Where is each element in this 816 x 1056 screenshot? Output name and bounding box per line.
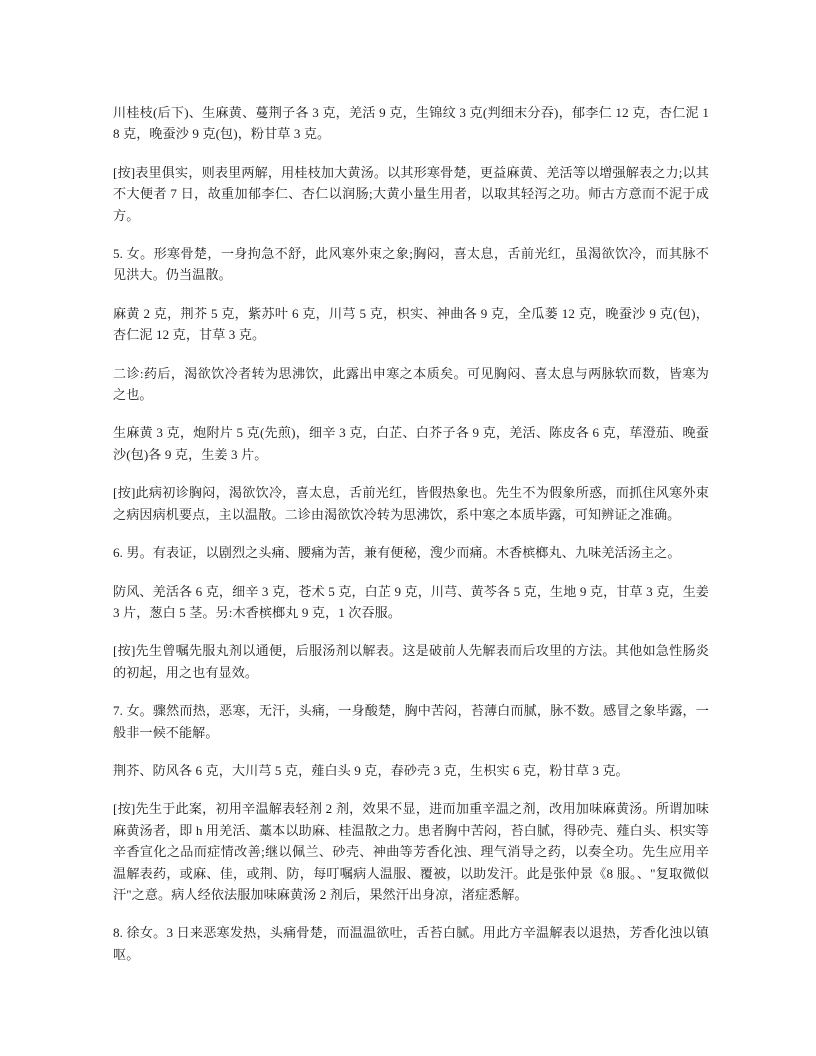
paragraph-case-7: 7. 女。骤然而热，恶寒，无汗，头痛，一身酸楚，胸中苦闷，苔薄白而腻，脉不数。感冒之象毕露，一般非一候不能解。 <box>113 703 709 740</box>
paragraph-case-5: 5. 女。形寒骨楚，一身拘急不舒，此风寒外束之象;胸闷，喜太息，舌前光红，虽渴欲饮冷，而其脉不见洪大。仍当温散。 <box>113 246 709 283</box>
paragraph-prescription-4: 川桂枝(后下)、生麻黄、蔓荆子各 3 克，羌活 9 克，生锦纹 3 克(判细末分吞)，郁李仁 12 克，杏仁泥 18 克，晚蚕沙 9 克(包)，粉甘草 3 克。 <box>113 105 709 142</box>
paragraph-follow-up-5: 二诊:药后，渴欲饮冷者转为思沸饮，此露出申寒之本质矣。可见胸闷、喜太息与两脉软而数，皆寒为之也。 <box>113 365 709 403</box>
paragraph-commentary-4: [按]表里俱实，则表里两解，用桂枝加大黄汤。以其形寒骨楚，更益麻黄、羌活等以增强解表之力;以其不大便者 7 日，故重加郁李仁、杏仁以润肠;大黄小量生用者，以取其轻泻之功。师古方意而不泥于成方。 <box>113 164 709 223</box>
paragraph-case-6: 6. 男。有表证，以剧烈之头痛、腰痛为苦，兼有便秘，溲少而痛。木香槟榔丸、九味羌活汤主之。 <box>113 545 681 561</box>
paragraph-prescription-6: 防风、羌活各 6 克，细辛 3 克，苍术 5 克，白芷 9 克，川芎、黄芩各 5 克，生地 9 克，甘草 3 克，生姜 3 片，葱白 5 茎。另:木香槟榔丸 9 克，1 次吞服。 <box>113 583 709 620</box>
paragraph-commentary-7: [按]先生于此案，初用辛温解表轻剂 2 剂，效果不显，进而加重辛温之剂，改用加味麻黄汤。所谓加味麻黄汤者，即 h 用羌活、藁本以助麻、桂温散之力。患者胸中苦闷，苔白腻，得砂壳、薤白头、枳实等辛香宣化之品而症情改善;继以佩兰、砂壳、神曲等芳香化浊、理气消导之药，以奏全功。先生应用辛温解表药，或麻、佳，或荆、防，每叮嘱病人温服、覆被，以助发汗。此是张仲景《8 服。、"复取微似汗"之意。病人经依法服加味麻黄汤 2 剂后，果然汗出身凉，渚症悉解。 <box>113 801 709 902</box>
paragraph-prescription-7: 荆芥、防风各 6 克，大川芎 5 克，薤白头 9 克，春砂壳 3 克，生枳实 6 克，粉甘草 3 克。 <box>113 762 629 778</box>
paragraph-commentary-6: [按]先生曾嘱先服丸剂以通便，后服汤剂以解表。这是破前人先解表而后攻里的方法。其他如急性肠炎的初起，用之也有显效。 <box>113 643 709 680</box>
paragraph-prescription-5b: 生麻黄 3 克，炮附片 5 克(先煎)，细辛 3 克，白芷、白芥子各 9 克，羌活、陈皮各 6 克，荜澄茄、晚蚕沙(包)各 9 克，生姜 3 片。 <box>113 425 709 462</box>
paragraph-case-8: 8. 徐女。3 日来恶寒发热，头痛骨楚，而温温欲吐，舌苔白腻。用此方辛温解表以退热，芳香化浊以镇呕。 <box>113 925 709 962</box>
paragraph-prescription-5a: 麻黄 2 克，荆芥 5 克，紫苏叶 6 克，川芎 5 克，枳实、神曲各 9 克，全瓜蒌 12 克，晚蚕沙 9 克(包)，杏仁泥 12 克，甘草 3 克。 <box>113 305 709 343</box>
paragraph-commentary-5: [按]此病初诊胸闷，渴欲饮冷，喜太息，舌前光红，皆假热象也。先生不为假象所惑，而抓住风寒外束之病因病机要点，主以温散。二诊由渴欲饮冷转为思沸饮，系中寒之本质毕露，可知辨证之准确。 <box>113 485 709 522</box>
page-text-column <box>113 102 709 965</box>
